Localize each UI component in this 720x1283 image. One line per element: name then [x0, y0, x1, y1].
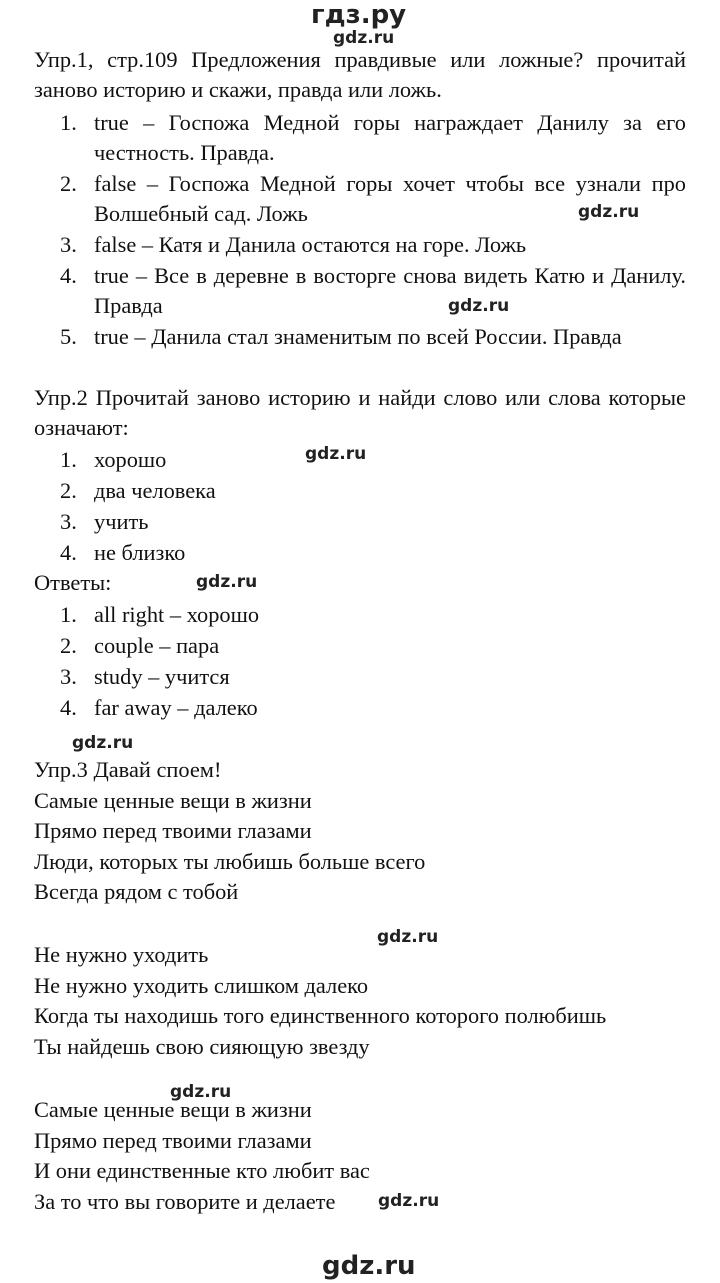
item-number: 2.: [60, 171, 77, 196]
item-number: 1.: [60, 110, 77, 135]
item-text: хорошо: [94, 447, 167, 472]
item-text: study – учится: [94, 664, 230, 689]
list-item: [60, 322, 686, 352]
item-number: 4.: [60, 263, 77, 288]
watermark: gdz.ru: [196, 572, 258, 592]
song-line: Самые ценные вещи в жизни: [34, 788, 312, 813]
item-text: не близко: [94, 540, 186, 565]
item-text: учить: [94, 509, 149, 534]
list-item: [60, 662, 686, 692]
song-line: Ты найдешь свою сияющую звезду: [34, 1034, 370, 1059]
song-line: Не нужно уходить: [34, 942, 209, 967]
footer-site: gdz.ru: [322, 1251, 416, 1281]
ex3-title: Упр.3 Давай споем!: [34, 757, 222, 782]
list-item: [60, 476, 686, 506]
watermark: gdz.ru: [305, 444, 367, 464]
list-item: [60, 507, 686, 537]
item-number: 2.: [60, 633, 77, 658]
item-text: false – Катя и Данила остаются на горе. Ложь: [94, 232, 527, 257]
song-line: И они единственные кто любит вас: [34, 1158, 370, 1183]
watermark: gdz.ru: [578, 202, 640, 222]
item-number: 2.: [60, 478, 77, 503]
song-line: Всегда рядом с тобой: [34, 879, 239, 904]
list-item: [60, 230, 686, 260]
item-number: 1.: [60, 447, 77, 472]
item-text: true – Госпожа Медной горы награждает Данилу за его честность. Правда.: [94, 110, 686, 165]
song-line: Не нужно уходить слишком далеко: [34, 973, 369, 998]
watermark: gdz.ru: [170, 1082, 232, 1102]
item-text: true – Все в деревне в восторге снова видеть Катю и Данилу. Правда: [94, 263, 686, 318]
song-line: Когда ты находишь того единственного которого полюбишь: [34, 1003, 607, 1028]
list-item: [60, 693, 686, 723]
item-text: far away – далеко: [94, 695, 258, 720]
list-item: [60, 445, 686, 475]
watermark: gdz.ru: [448, 296, 510, 316]
item-number: 5.: [60, 324, 77, 349]
item-text: false – Госпожа Медной горы хочет чтобы все узнали про Волшебный сад. Ложь: [94, 171, 686, 226]
ex1-title: Упр.1, стр.109 Предложения правдивые или ложные? прочитай заново историю и скажи, правда или ложь.: [34, 47, 686, 102]
item-number: 4.: [60, 540, 77, 565]
item-text: true – Данила стал знаменитым по всей России. Правда: [94, 324, 622, 349]
song-line: Самые ценные вещи в жизни: [34, 1097, 312, 1122]
answers-label: Ответы:: [34, 570, 112, 595]
item-number: 3.: [60, 232, 77, 257]
site-title: гдз.ру: [311, 0, 407, 30]
item-text: два человека: [94, 478, 216, 503]
watermark: gdz.ru: [333, 28, 395, 48]
item-number: 3.: [60, 664, 77, 689]
item-text: all right – хорошо: [94, 602, 260, 627]
item-number: 4.: [60, 695, 77, 720]
list-item: [60, 631, 686, 661]
song-line: За то что вы говорите и делаете: [34, 1189, 336, 1214]
list-item: [60, 600, 686, 630]
item-number: 1.: [60, 602, 77, 627]
watermark: gdz.ru: [72, 733, 134, 753]
list-item: [60, 108, 686, 168]
list-item: [60, 538, 686, 568]
item-number: 3.: [60, 509, 77, 534]
ex2-title: Упр.2 Прочитай заново историю и найди слово или слова которые означают:: [34, 385, 686, 440]
item-text: couple – пара: [94, 633, 220, 658]
song-line: Прямо перед твоими глазами: [34, 818, 312, 843]
song-line: Люди, которых ты любишь больше всего: [34, 849, 426, 874]
list-item: [60, 261, 686, 321]
watermark: gdz.ru: [377, 927, 439, 947]
song-line: Прямо перед твоими глазами: [34, 1128, 312, 1153]
watermark: gdz.ru: [378, 1191, 440, 1211]
